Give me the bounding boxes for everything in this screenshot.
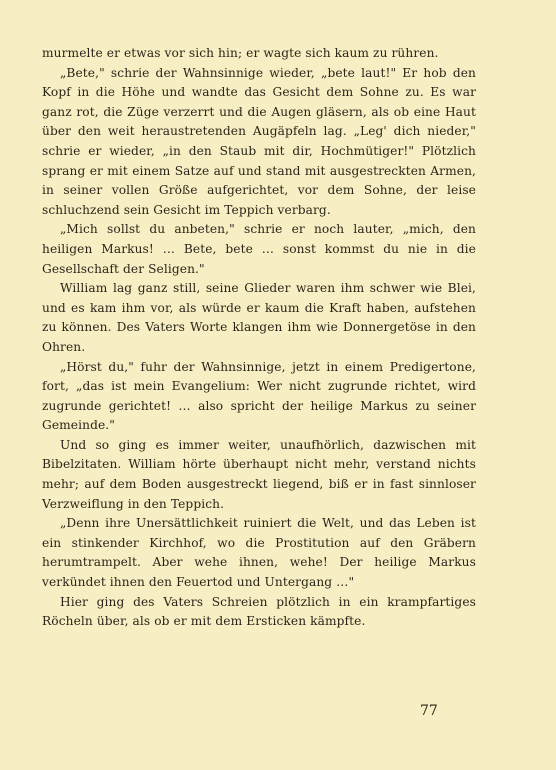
paragraph-8: Hier ging des Vaters Schreien plötzlich in ein krampfartiges Röcheln über, als ob er mit dem Ersticken kämpfte. [42, 594, 476, 629]
paragraph-6: Und so ging es immer weiter, unaufhörlich, dazwischen mit Bibelzitaten. William hörte überhaupt nicht mehr, verstand nichts mehr; auf dem Boden ausgestreckt liegend, biß er in fast sinnloser Verzweiflung in den Teppich. [42, 437, 476, 511]
page-number: 77 [420, 703, 438, 719]
paragraph-4: William lag ganz still, seine Glieder waren ihm schwer wie Blei, und es kam ihm vor, als würde er kaum die Kraft haben, aufstehen zu können. Des Vaters Worte klangen ihm wie Donnergetöse in den Ohren. [42, 281, 476, 354]
paragraph-7: „Denn ihre Unersättlichkeit ruiniert die Welt, und das Leben ist ein stinkender Kirchhof, wo die Prostitution auf den Gräbern herumtrampelt. Aber wehe ihnen, wehe! Der heilige Markus verkündet ihnen den Feuertod und Untergang …" [42, 516, 476, 590]
paragraph-1: murmelte er etwas vor sich hin; er wagte sich kaum zu rühren. [42, 46, 439, 60]
paragraph-5: „Hörst du," fuhr der Wahnsinnige, jetzt in einem Predigertone, fort, „das ist mein Evangelium: Wer nicht zugrunde richtet, wird zugrunde gerichtet! … also spricht der heilige Markus zu seiner Gemeinde." [42, 359, 476, 433]
paragraph-3: „Mich sollst du anbeten," schrie er noch lauter, „mich, den heiligen Markus! … Bete, bete … sonst kommst du nie in die Gesellschaft der Seligen." [42, 222, 476, 276]
paragraph-2: „Bete," schrie der Wahnsinnige wieder, „bete laut!" Er hob den Kopf in die Höhe und wandte das Gesicht dem Sohne zu. Es war ganz rot, die Züge verzerrt und die Augen gläsern, als ob eine Haut über den weit heraustretenden Augäpfeln lag. „Leg' dich nieder," schrie er wieder, „in den Staub mit dir, Hochmütiger!" Plötzlich sprang er mit einem Satze auf und stand mit ausgestreckten Armen, in seiner vollen Größe aufgerichtet, vor dem Sohne, der leise schluchzend sein Gesicht im Teppich verbarg. [42, 65, 476, 217]
